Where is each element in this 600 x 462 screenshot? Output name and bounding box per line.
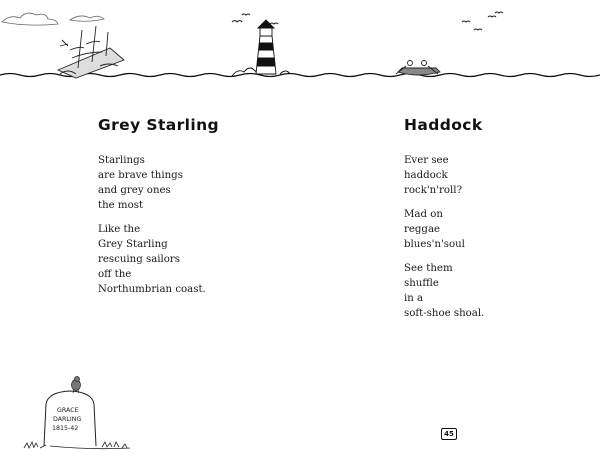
sea-line-sketch	[0, 74, 600, 77]
poem-line: soft-shoe shoal.	[404, 308, 485, 319]
poem-title: Grey Starling	[98, 116, 220, 134]
poem-line: Grey Starling	[98, 239, 168, 250]
clouds-sketch	[2, 13, 104, 25]
poem-line: Northumbrian coast.	[98, 284, 206, 295]
lighthouse-sketch	[232, 20, 290, 76]
sea-scene-illustration	[0, 0, 600, 100]
poem-line: are brave things	[98, 170, 183, 181]
stanza	[98, 153, 318, 213]
bird-icon	[72, 377, 81, 394]
poem-line: rescuing sailors	[98, 254, 181, 265]
poem-line: and grey ones	[98, 185, 171, 196]
poem-line: in a	[404, 293, 424, 304]
poem-line: reggae	[404, 224, 441, 235]
poem-line: Like the	[98, 224, 141, 235]
stanza	[98, 222, 318, 297]
gravestone-with-bird-sketch	[22, 374, 132, 454]
poem-line: shuffle	[404, 278, 439, 289]
grave-lettering: 1815-42	[52, 425, 79, 432]
poem-line: Starlings	[98, 155, 145, 166]
poem-line: rock'n'roll?	[404, 185, 463, 196]
stanza	[404, 261, 584, 321]
stanza	[404, 153, 584, 198]
poem-line: See them	[404, 263, 453, 274]
sinking-ship-sketch	[58, 26, 124, 78]
poem-line: Mad on	[404, 209, 443, 220]
stanza	[404, 207, 584, 252]
poem-line: Ever see	[404, 155, 449, 166]
grave-lettering: GRACE	[57, 407, 79, 414]
poem-haddock	[404, 116, 584, 330]
poem-line: off the	[98, 269, 132, 280]
poem-line: haddock	[404, 170, 448, 181]
rowing-boat-sketch	[396, 61, 440, 76]
poem-grey-starling	[98, 116, 318, 306]
grave-lettering: DARLING	[53, 416, 82, 423]
poem-line: blues'n'soul	[404, 239, 465, 250]
poem-title: Haddock	[404, 116, 483, 134]
poem-line: the most	[98, 200, 144, 211]
page-number: 45	[441, 428, 457, 440]
